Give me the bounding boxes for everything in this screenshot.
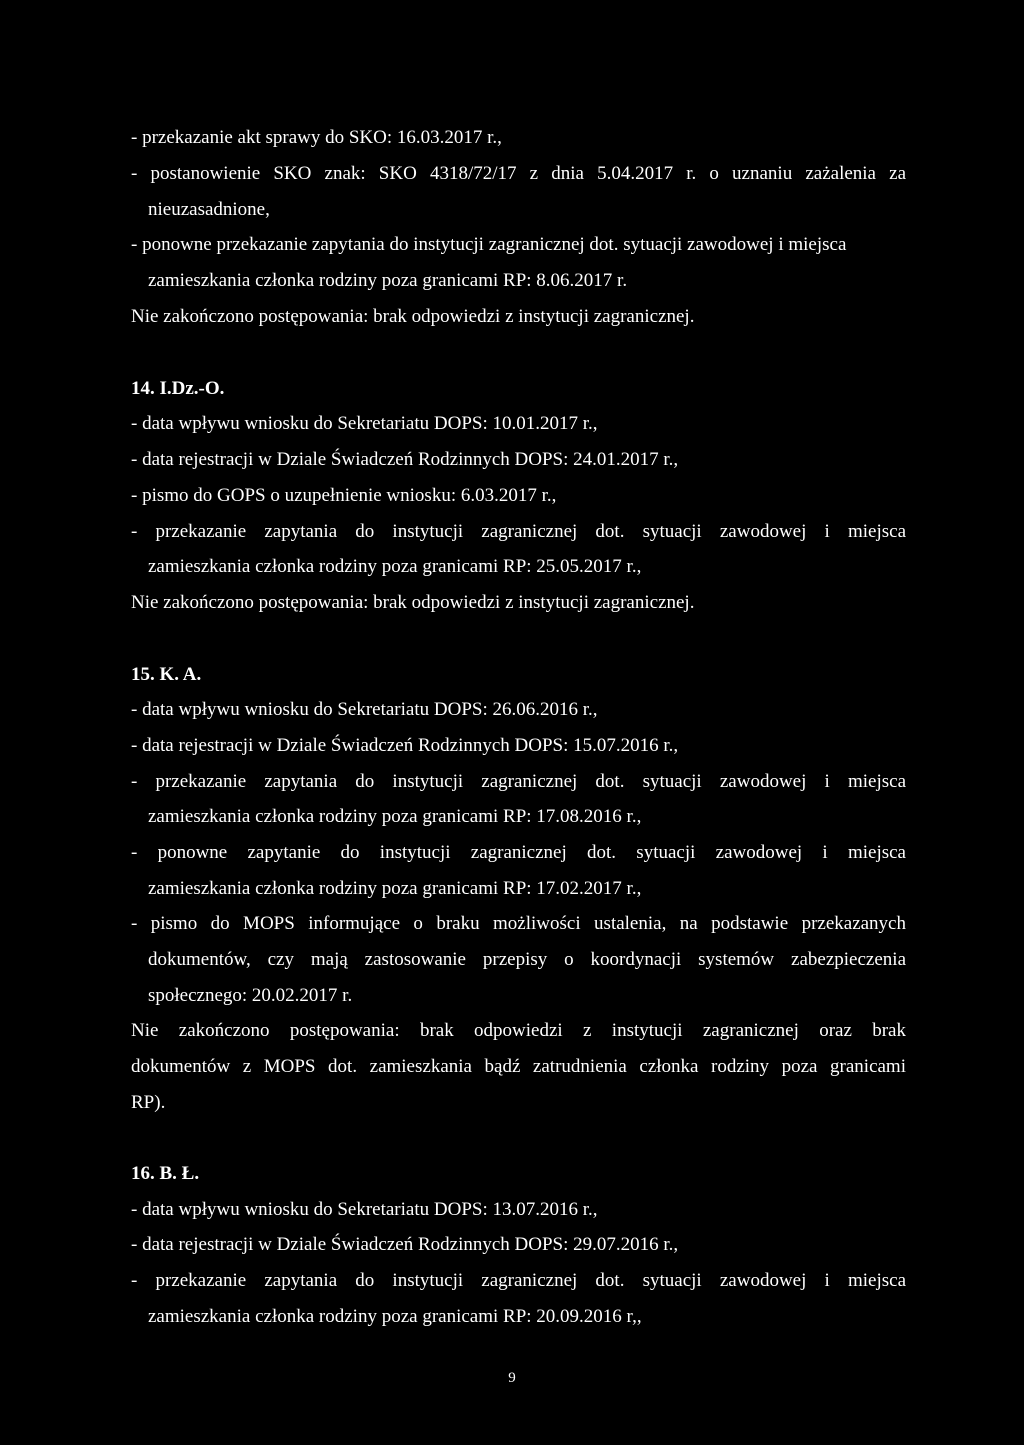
text-line: - data wpływu wniosku do Sekretariatu DOPS: 10.01.2017 r.,	[131, 413, 598, 434]
text-line: - przekazanie zapytania do instytucji zagranicznej dot. sytuacji zawodowej i miejsca	[131, 1270, 906, 1291]
text-line: społecznego: 20.02.2017 r.	[148, 985, 353, 1006]
section-heading: 16. B. Ł.	[131, 1163, 200, 1184]
text-line: dokumentów z MOPS dot. zamieszkania bądź zatrudnienia członka rodziny poza granicami	[131, 1056, 906, 1077]
text-line: - przekazanie akt sprawy do SKO: 16.03.2017 r.,	[131, 127, 502, 148]
text-line: zamieszkania członka rodziny poza granicami RP: 20.09.2016 r,,	[148, 1306, 642, 1327]
text-line: - pismo do MOPS informujące o braku możliwości ustalenia, na podstawie przekazanych	[131, 913, 906, 934]
text-line: zamieszkania członka rodziny poza granicami RP: 8.06.2017 r.	[148, 270, 628, 291]
text-line: Nie zakończono postępowania: brak odpowiedzi z instytucji zagranicznej oraz brak	[131, 1020, 906, 1041]
text-line: - data rejestracji w Dziale Świadczeń Rodzinnych DOPS: 15.07.2016 r.,	[131, 735, 679, 756]
text-line: - data wpływu wniosku do Sekretariatu DOPS: 26.06.2016 r.,	[131, 699, 598, 720]
text-line: dokumentów, czy mają zastosowanie przepisy o koordynacji systemów zabezpieczenia	[148, 949, 906, 970]
text-line: - postanowienie SKO znak: SKO 4318/72/17 z dnia 5.04.2017 r. o uznaniu zażalenia za	[131, 163, 906, 184]
text-line: - pismo do GOPS o uzupełnienie wniosku: 6.03.2017 r.,	[131, 485, 557, 506]
text-line: - data rejestracji w Dziale Świadczeń Rodzinnych DOPS: 29.07.2016 r.,	[131, 1234, 679, 1255]
text-line: zamieszkania członka rodziny poza granicami RP: 17.08.2016 r.,	[148, 806, 642, 827]
text-line: zamieszkania członka rodziny poza granicami RP: 25.05.2017 r.,	[148, 556, 642, 577]
text-line: zamieszkania członka rodziny poza granicami RP: 17.02.2017 r.,	[148, 878, 642, 899]
text-line: - przekazanie zapytania do instytucji zagranicznej dot. sytuacji zawodowej i miejsca	[131, 771, 906, 792]
text-line: Nie zakończono postępowania: brak odpowiedzi z instytucji zagranicznej.	[131, 592, 695, 613]
text-line: - ponowne przekazanie zapytania do instytucji zagranicznej dot. sytuacji zawodowej i miejsca	[131, 234, 847, 255]
section-heading: 15. K. A.	[131, 664, 202, 685]
text-line: Nie zakończono postępowania: brak odpowiedzi z instytucji zagranicznej.	[131, 306, 695, 327]
text-line: nieuzasadnione,	[148, 199, 270, 220]
text-line: RP).	[131, 1092, 166, 1113]
text-line: - data rejestracji w Dziale Świadczeń Rodzinnych DOPS: 24.01.2017 r.,	[131, 449, 679, 470]
section-heading: 14. I.Dz.-O.	[131, 378, 225, 399]
page-number: 9	[508, 1370, 516, 1386]
text-line: - data wpływu wniosku do Sekretariatu DOPS: 13.07.2016 r.,	[131, 1199, 598, 1220]
text-line: - ponowne zapytanie do instytucji zagranicznej dot. sytuacji zawodowej i miejsca	[131, 842, 906, 863]
text-line: - przekazanie zapytania do instytucji zagranicznej dot. sytuacji zawodowej i miejsca	[131, 521, 906, 542]
